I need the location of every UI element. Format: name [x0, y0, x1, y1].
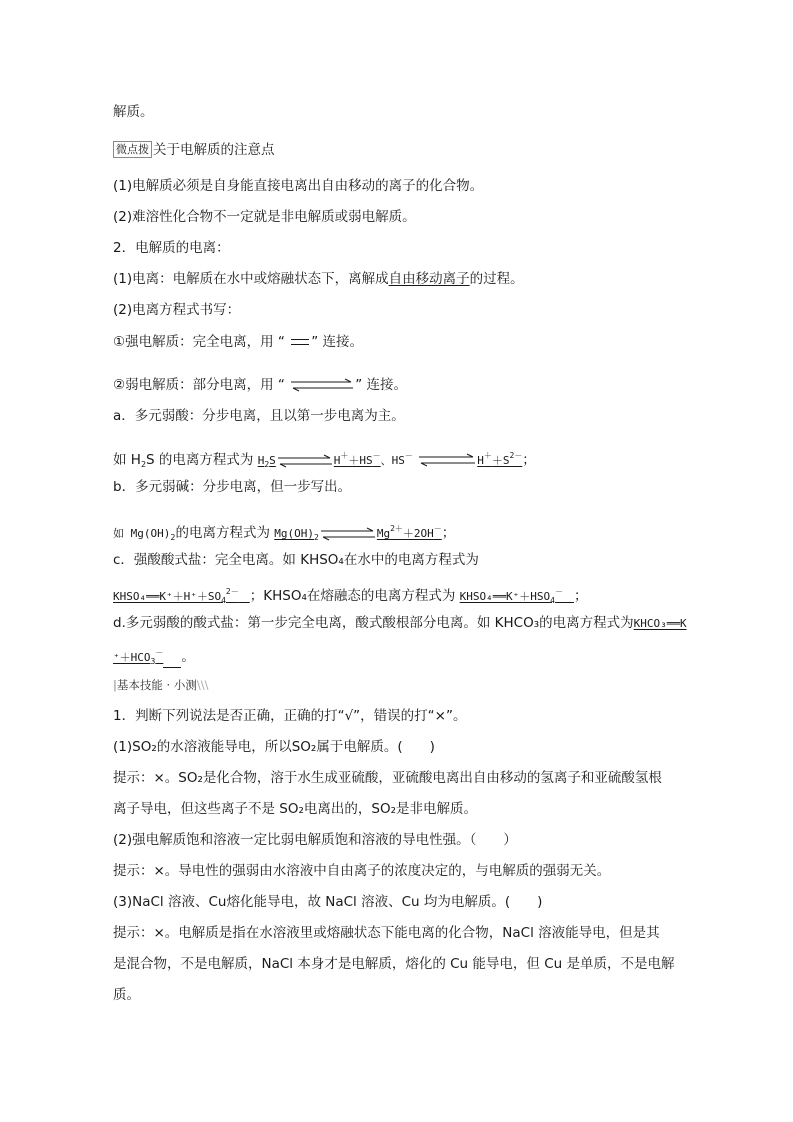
hint [113, 799, 477, 819]
text-line [113, 269, 524, 289]
text: 提示：×。SO₂是化合物，溶于水生成亚硫酸，亚硫酸电离出自由移动的氢离子和亚硫酸氢根 [113, 770, 662, 786]
equation: ⁺＋HCO [113, 651, 151, 664]
hint [113, 861, 610, 881]
equation-line: 如 $Mg(OH)_2$的电离方程式为 $Mg(OH)_2$ $Mg^{2+}+2OH^-$； [113, 524, 456, 542]
hint [113, 985, 140, 1005]
text: S 的电离方程式为 [146, 452, 254, 468]
text-line [113, 176, 483, 196]
text: (1)电离：电解质在水中或熔融状态下，离解成 [113, 271, 389, 287]
subscript: 2 [140, 460, 147, 469]
underlined-answer: 自由移动离子 [388, 271, 470, 287]
section-header [113, 677, 208, 693]
tip-heading [113, 140, 275, 160]
text: ＋S [491, 454, 510, 467]
text: b．多元弱碱：分步电离，但一步写出。 [113, 479, 352, 495]
tip-tag: 微点拨 [113, 141, 152, 158]
equation-1: $H_2S$ H＋＋HS－ [257, 451, 381, 469]
text-line [113, 613, 687, 634]
reversible-arrow-icon [276, 454, 334, 468]
text: 的电离方程式为 [175, 525, 270, 541]
question-item [113, 737, 435, 757]
reversible-arrow-icon [319, 527, 377, 541]
equation-line: $KHSO_4══K^++H^++SO_4^{2-}$ ；KHSO₄在熔融态的电离方程式为 $KHSO_4══K^++HSO_4^-$ ； [113, 587, 588, 605]
text-line [113, 207, 416, 227]
text: ①强电解质：完全电离，用 “ [113, 334, 285, 350]
text-line [113, 375, 407, 395]
section-marker: | [113, 678, 117, 692]
text: (2)难溶性化合物不一定就是非电解质或弱电解质。 [113, 209, 416, 225]
text: H [257, 454, 265, 467]
text: ； [441, 525, 456, 541]
equation: $Mg(OH)_2$ $Mg^{2+}+2OH^-$ [274, 524, 442, 542]
text: 2．电解质的电离： [113, 240, 230, 256]
text: ” 连接。 [355, 377, 407, 393]
text-line [113, 300, 240, 320]
text: 离子导电，但这些离子不是 SO₂电离出的，SO₂是非电解质。 [113, 801, 478, 817]
blank [163, 647, 181, 668]
text: ；KHSO₄在熔融态的电离方程式为 [249, 588, 456, 604]
text: 提示：×。导电性的强弱由水溶液中自由离子的浓度决定的，与电解质的强弱无关。 [113, 863, 611, 879]
text-line [113, 477, 351, 497]
text: (1)SO₂的水溶液能导电，所以SO₂属于电解质。( ) [113, 739, 435, 755]
text-line [113, 550, 479, 570]
text: Mg [376, 527, 391, 540]
text: 提示：×。电解质是指在水溶液里或熔融状态下能电离的化合物，NaCl 溶液能导电，但是其 [113, 925, 660, 941]
text-line [113, 406, 405, 426]
text: 。 [181, 649, 195, 665]
text: 质。 [113, 987, 140, 1003]
text: ” 连接。 [311, 334, 363, 350]
question-item [113, 830, 517, 850]
equals-sign-icon [289, 338, 311, 346]
reversible-arrow-icon [289, 378, 355, 392]
text: (2)电离方程式书写： [113, 302, 241, 318]
text: (2)强电解质饱和溶液一定比弱电解质饱和溶液的导电性强。（ ） [113, 832, 517, 848]
text-line [113, 102, 154, 122]
text: ； [573, 588, 588, 604]
text: 解质。 [113, 104, 154, 120]
text: 如 Mg(OH) [113, 527, 171, 540]
section-decoration: \\\ [196, 678, 209, 692]
question [113, 706, 466, 726]
tip-title: 关于电解质的注意点 [153, 142, 275, 158]
text: a．多元弱酸：分步电离，且以第一步电离为主。 [113, 408, 405, 424]
text: c．强酸酸式盐：完全电离。如 KHSO₄在水中的电离方程式为 [113, 552, 479, 568]
text: Mg(OH) [274, 527, 314, 540]
text: 如 H [113, 452, 141, 468]
equation: KHSO₄══K⁺＋HSO [459, 590, 551, 603]
text: 是混合物，不是电解质，NaCl 本身才是电解质，熔化的 Cu 能导电，但 Cu 是单质，不是电解 [113, 956, 675, 972]
text: 1．判断下列说法是否正确，正确的打“√”，错误的打“×”。 [113, 708, 467, 724]
text-line [113, 332, 363, 352]
text: (1)电解质必须是自身能直接电离出自由移动的离子的化合物。 [113, 178, 484, 194]
equation: KHCO₃══K [633, 617, 687, 630]
text: S [269, 454, 276, 467]
text: ； [522, 452, 536, 468]
hint [113, 954, 674, 974]
text: H [477, 454, 484, 467]
hint [113, 923, 660, 943]
text: 的过程。 [469, 271, 524, 287]
text: ②弱电解质：部分电离，用 “ [113, 377, 285, 393]
text-line [113, 238, 230, 258]
text: ＋HS [348, 454, 373, 467]
equation-line: 如 $H_2S$ 的电离方程式为 $H_2S$ H＋＋HS－、HS－ $H^++S^{2-}$； [113, 451, 536, 469]
text: 、HS [380, 454, 405, 467]
equation: KHSO₄══K⁺＋H⁺＋SO [113, 590, 222, 603]
text: ＋2OH [402, 527, 434, 540]
hint [113, 768, 662, 788]
equation-line: $^++HCO_3^-$ 。 [113, 648, 195, 666]
section-title: 基本技能 · 小测 [116, 678, 197, 692]
text: d.多元弱酸的酸式盐：第一步完全电离，酸式酸根部分电离。如 KHCO₃的电离方程式为 [113, 615, 634, 631]
question-item [113, 892, 542, 912]
text: H [333, 454, 341, 467]
reversible-arrow-icon [417, 453, 477, 467]
text: (3)NaCl 溶液、Cu熔化能导电，故 NaCl 溶液、Cu 均为电解质。( ) [113, 894, 543, 910]
